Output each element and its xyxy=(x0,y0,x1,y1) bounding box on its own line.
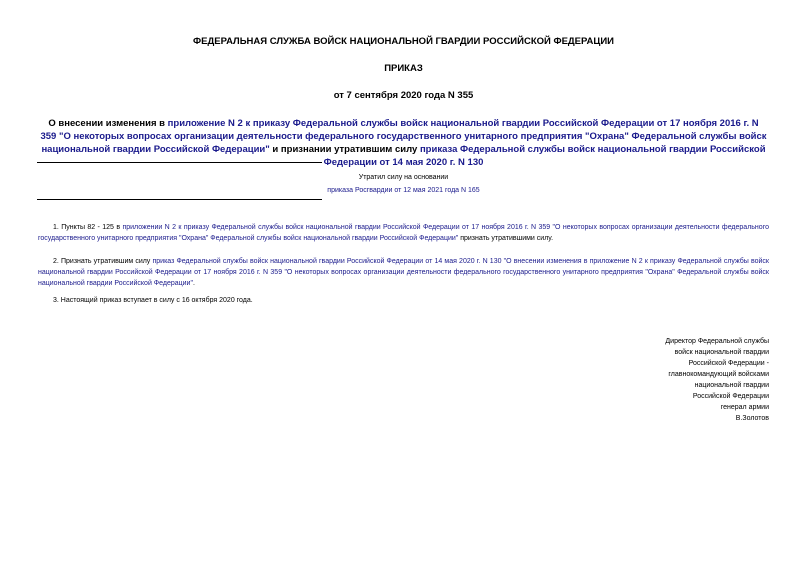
signature-line: войск национальной гвардии xyxy=(674,349,769,356)
signature-line: национальной гвардии xyxy=(694,382,769,389)
paragraph-1-prefix: 1. Пункты 82 - 125 в xyxy=(53,224,123,231)
agency-header: ФЕДЕРАЛЬНАЯ СЛУЖБА ВОЙСК НАЦИОНАЛЬНОЙ ГВАРДИИ РОССИЙСКОЙ ФЕДЕРАЦИИ xyxy=(193,36,614,47)
signature-line: Российской Федерации xyxy=(692,393,769,400)
title-middle: и признании утратившим силу xyxy=(269,144,420,155)
signature-line: генерал армии xyxy=(720,404,769,411)
signature-block xyxy=(569,336,769,424)
revocation-link[interactable]: приказа Росгвардии от 12 мая 2021 года N 165 xyxy=(327,187,480,194)
paragraph-3-text: 3. Настоящий приказ вступает в силу с 16 октября 2020 года. xyxy=(53,297,253,304)
signature-line: Директор Федеральной службы xyxy=(665,338,769,345)
paragraph-3 xyxy=(38,295,769,306)
order-type: ПРИКАЗ xyxy=(384,63,423,74)
title-link-amended-order[interactable]: приложение N 2 к приказу Федеральной службы войск национальной гвардии Российской Федерации от 17 ноября 2016 г. N 359 "О некоторых вопросах организации деятельности федерального государственного унитарного предприятия "Охрана" Федеральной службы войск национальной гвардии Российской Федерации" xyxy=(40,118,767,155)
paragraph-2-link[interactable]: приказ Федеральной службы войск национальной гвардии Российской Федерации от 14 мая 2020 г. N 130 "О внесении изменения в приложение N 2 к приказу Федеральной службы войск национальной гвардии Российской Федерации от 17 ноября 2016 г. N 359 "О некоторых вопросах организации деятельности федерального государственного унитарного предприятия "Охрана" Федеральной службы войск национальной гвардии Российской Федерации" xyxy=(38,258,769,287)
order-date: от 7 сентября 2020 года N 355 xyxy=(333,90,474,101)
paragraph-2 xyxy=(38,256,769,289)
paragraph-2-suffix: . xyxy=(192,280,195,287)
signatory-name: В.Золотов xyxy=(735,415,769,422)
revocation-note xyxy=(232,171,575,197)
title-prefix: О внесении изменения в xyxy=(48,118,168,129)
divider-top xyxy=(37,162,322,163)
paragraph-1 xyxy=(38,222,769,244)
title-link-revoked-order[interactable]: приказа Федеральной службы войск национальной гвардии Российской Федерации от 14 мая 2020 г. N 130 xyxy=(323,144,766,168)
revocation-text: Утратил силу на основании xyxy=(358,174,449,181)
paragraph-1-link[interactable]: приложении N 2 к приказу Федеральной службы войск национальной гвардии Российской Федерации от 17 ноября 2016 г. N 359 "О некоторых вопросах организации деятельности федерального государственного унитарного предприятия "Охрана" Федеральной службы войск национальной гвардии Российской Федерации" xyxy=(38,224,769,242)
paragraph-2-prefix: 2. Признать утратившим силу xyxy=(53,258,153,265)
divider-bottom xyxy=(37,199,322,200)
signature-line: Российской Федерации - xyxy=(688,360,769,367)
paragraph-1-suffix: признать утратившими силу. xyxy=(458,235,554,242)
signature-line: главнокомандующий войсками xyxy=(668,371,769,378)
